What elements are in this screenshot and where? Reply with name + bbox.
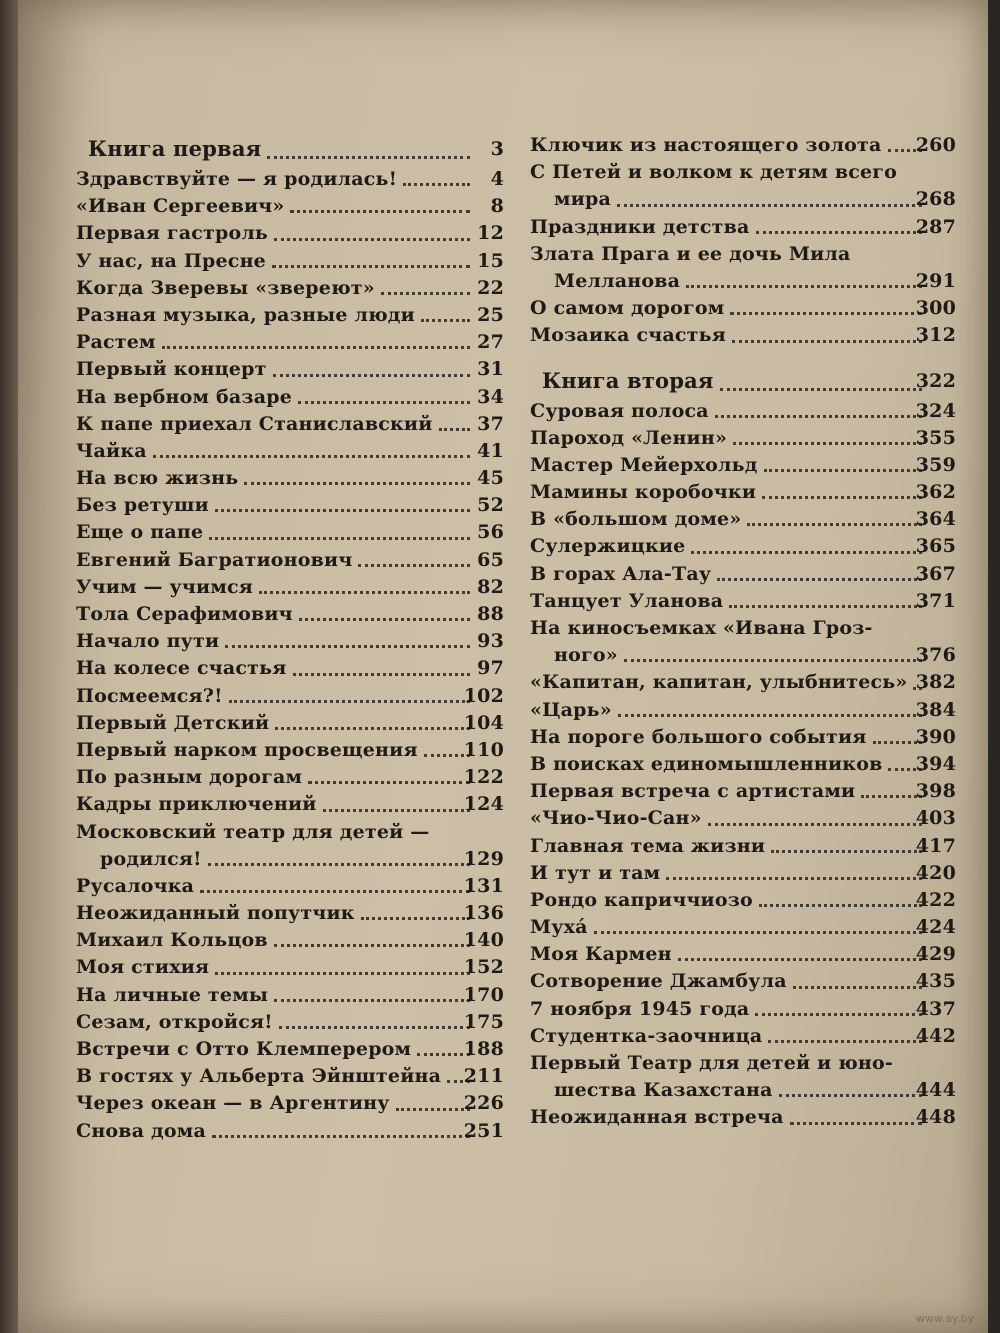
toc-entry-title: На всю жизнь xyxy=(76,467,239,490)
toc-entry-title: Когда Зверевы «звереют» xyxy=(76,276,375,299)
toc-entry xyxy=(76,384,504,411)
toc-entry-title: Русалочка xyxy=(76,874,195,897)
toc-entry-page-number: 25 xyxy=(477,303,504,326)
toc-entry-page-number: 251 xyxy=(463,1119,504,1142)
dot-leader xyxy=(768,1040,922,1043)
toc-entry-title: По разным дорогам xyxy=(76,766,303,789)
toc-entry xyxy=(76,465,504,492)
toc-entry xyxy=(530,996,956,1023)
toc-entry-title: С Петей и волком к детям всего xyxy=(530,161,898,184)
toc-entry-title: В «большом доме» xyxy=(530,508,742,531)
toc-entry-title: Первый Детский xyxy=(76,711,270,734)
toc-entry xyxy=(76,954,504,981)
toc-entry-title: Ключик из настоящего золота xyxy=(530,134,882,156)
toc-entry-page-number: 31 xyxy=(477,358,504,381)
toc-entry xyxy=(530,533,956,560)
toc-entry-page-number: 27 xyxy=(477,331,504,354)
toc-entry-title: Первый Театр для детей и юно- xyxy=(530,1052,893,1074)
dot-leader xyxy=(323,809,470,812)
toc-entry xyxy=(530,241,956,268)
toc-entry xyxy=(76,574,504,601)
toc-entry xyxy=(530,398,956,425)
toc-entry-page-number: 226 xyxy=(463,1092,504,1115)
toc-entry-title: шества Казахстана xyxy=(554,1079,773,1102)
dot-leader xyxy=(200,890,470,893)
toc-entry-page-number: 211 xyxy=(463,1065,504,1088)
dot-leader xyxy=(733,442,922,445)
toc-entry-page-number: 136 xyxy=(463,902,504,925)
toc-entry-title: Без ретуши xyxy=(76,494,209,517)
dot-leader xyxy=(290,210,470,213)
toc-entry-page-number: 88 xyxy=(477,603,504,625)
toc-entry-title: Михаил Кольцов xyxy=(76,929,268,952)
dot-leader xyxy=(293,673,470,676)
toc-entry xyxy=(530,214,956,241)
toc-entry-title: Студентка-заочница xyxy=(530,1024,763,1047)
toc-entry-title: Первая гастроль xyxy=(76,222,269,245)
dot-leader xyxy=(779,1094,922,1097)
toc-entry xyxy=(76,927,504,954)
toc-section-heading xyxy=(530,364,956,398)
toc-entry-title: «Иван Сергеевич» xyxy=(76,195,285,218)
toc-entry-page-number: 322 xyxy=(915,369,956,392)
toc-entry-title: Моя Кармен xyxy=(530,943,672,966)
toc-entry-page-number: 444 xyxy=(915,1079,956,1102)
toc-entry-title: Сотворение Джамбула xyxy=(530,970,787,993)
toc-entry-page-number: 152 xyxy=(463,956,504,979)
book-page xyxy=(18,0,988,1333)
toc-entry-page-number: 124 xyxy=(463,793,504,816)
toc-entry-page-number: 102 xyxy=(463,684,504,707)
toc-entry xyxy=(530,860,956,887)
dot-leader xyxy=(229,700,470,703)
dot-leader xyxy=(267,156,470,159)
toc-entry xyxy=(530,669,956,696)
toc-entry-title: Мастер Мейерхольд xyxy=(530,453,758,476)
toc-entry-title: Первый нарком просвещения xyxy=(76,738,418,761)
toc-entry-page-number: 104 xyxy=(463,711,504,734)
toc-entry-title: Еще о папе xyxy=(76,521,204,544)
toc-entry xyxy=(530,805,956,832)
toc-entry-page-number: 324 xyxy=(915,399,956,422)
toc-entry-page-number: 422 xyxy=(915,888,956,911)
toc-entry-title: Кадры приключений xyxy=(76,793,317,816)
dot-leader xyxy=(308,781,470,784)
dot-leader xyxy=(618,714,922,717)
dot-leader xyxy=(244,482,470,485)
toc-entry xyxy=(530,1104,956,1131)
toc-entry-title: Мелланова xyxy=(554,269,681,292)
toc-entry-title: К папе приехал Станиславский xyxy=(76,412,433,435)
toc-entry-page-number: 3 xyxy=(490,138,504,160)
toc-entry-page-number: 437 xyxy=(915,997,956,1020)
dot-leader xyxy=(755,1013,922,1016)
toc-entry xyxy=(530,1050,956,1077)
toc-entry xyxy=(530,588,956,615)
toc-entry xyxy=(76,737,504,764)
toc-entry-title: Муха́ xyxy=(530,916,588,939)
toc-entry xyxy=(530,425,956,452)
toc-entry-page-number: 260 xyxy=(915,134,956,156)
watermark: www.ay.by xyxy=(915,1312,974,1325)
toc-entry-title: «Капитан, капитан, улыбнитесь» xyxy=(530,671,908,694)
toc-entry-page-number: 93 xyxy=(477,630,504,653)
toc-entry-page-number: 355 xyxy=(915,426,956,449)
toc-entry-page-number: 394 xyxy=(915,752,956,775)
toc-entry-page-number: 8 xyxy=(490,195,504,218)
dot-leader xyxy=(279,1026,470,1029)
toc-entry xyxy=(76,438,504,465)
toc-entry xyxy=(76,492,504,519)
toc-entry-page-number: 384 xyxy=(915,698,956,721)
dot-leader xyxy=(273,374,470,377)
toc-entry-page-number: 175 xyxy=(463,1010,504,1033)
toc-entry-title: Неожиданная встреча xyxy=(530,1106,784,1129)
toc-entry xyxy=(76,601,504,628)
toc-entry xyxy=(530,132,956,159)
toc-entry-title: Танцует Уланова xyxy=(530,589,724,612)
toc-entry xyxy=(76,846,504,873)
toc-entry xyxy=(76,683,504,710)
toc-entry xyxy=(76,655,504,682)
dot-leader xyxy=(421,319,470,322)
toc-entry xyxy=(76,1090,504,1117)
dot-leader xyxy=(153,455,470,458)
toc-entry-title: Пароход «Ленин» xyxy=(530,426,728,449)
toc-section-heading xyxy=(76,132,504,166)
toc-entry xyxy=(76,1063,504,1090)
toc-entry-title: Рондо каприччиозо xyxy=(530,888,753,911)
toc-entry xyxy=(530,615,956,642)
dot-leader xyxy=(747,523,922,526)
toc-entry xyxy=(530,322,956,349)
toc-entry-title: На киносъемках «Ивана Гроз- xyxy=(530,617,873,639)
toc-entry xyxy=(530,968,956,995)
toc-entry-title: Мамины коробочки xyxy=(530,481,757,504)
toc-entry-title: Московский театр для детей — xyxy=(76,820,430,843)
toc-entry-page-number: 268 xyxy=(915,188,956,211)
dot-leader xyxy=(275,727,470,730)
toc-entry-page-number: 41 xyxy=(477,439,504,462)
toc-entry-title: Снова дома xyxy=(76,1119,206,1142)
toc-entry xyxy=(76,411,504,438)
toc-entry xyxy=(76,819,504,846)
toc-entry-page-number: 398 xyxy=(915,780,956,803)
toc-entry-title: На колесе счастья xyxy=(76,657,287,680)
toc-entry-title: Евгений Багратионович xyxy=(76,548,353,571)
toc-entry-title: Сезам, откройся! xyxy=(76,1010,273,1033)
toc-entry-title: Начало пути xyxy=(76,630,220,653)
toc-entry-title: Учим — учимся xyxy=(76,575,254,598)
toc-entry xyxy=(530,941,956,968)
toc-entry-page-number: 22 xyxy=(477,276,504,299)
toc-entry xyxy=(76,710,504,737)
toc-entry-title: «Царь» xyxy=(530,698,612,721)
toc-entry-title: Первая встреча с артистами xyxy=(530,780,856,803)
dot-leader xyxy=(212,1135,470,1138)
toc-entry-page-number: 65 xyxy=(477,548,504,571)
toc-entry-page-number: 37 xyxy=(477,412,504,435)
dot-leader xyxy=(790,1122,922,1125)
dot-leader xyxy=(274,238,470,241)
dot-leader xyxy=(730,312,922,315)
dot-leader xyxy=(764,469,922,472)
toc-entry xyxy=(530,268,956,295)
toc-entry-title: Злата Прага и ее дочь Мила xyxy=(530,242,851,265)
dot-leader xyxy=(691,551,922,554)
dot-leader xyxy=(617,204,922,207)
dot-leader xyxy=(793,986,922,989)
dot-leader xyxy=(624,659,922,662)
dot-leader xyxy=(162,346,470,349)
toc-entry xyxy=(76,275,504,302)
toc-entry xyxy=(76,628,504,655)
toc-entry xyxy=(76,519,504,546)
toc-entry-page-number: 390 xyxy=(915,725,956,748)
dot-leader xyxy=(361,917,470,920)
toc-entry-title: Первый концерт xyxy=(76,358,267,381)
toc-entry-title: На личные темы xyxy=(76,983,269,1006)
toc-entry-title: Праздники детства xyxy=(530,215,750,238)
toc-entry xyxy=(530,1023,956,1050)
toc-entry xyxy=(76,302,504,329)
toc-entry-title: Книга первая xyxy=(88,136,262,161)
toc-entry-page-number: 56 xyxy=(477,521,504,544)
toc-entry-page-number: 52 xyxy=(477,494,504,517)
toc-entry xyxy=(76,166,504,193)
toc-entry-page-number: 110 xyxy=(463,738,504,761)
toc-entry xyxy=(530,1077,956,1104)
dot-leader xyxy=(274,999,470,1002)
book-spine-edge xyxy=(0,0,18,1333)
toc-entry xyxy=(530,833,956,860)
toc-entry xyxy=(76,764,504,791)
dot-leader xyxy=(708,823,922,826)
toc-entry-title: мира xyxy=(554,188,611,211)
toc-entry-page-number: 312 xyxy=(915,324,956,347)
toc-entry-page-number: 424 xyxy=(915,916,956,939)
toc-entry-page-number: 34 xyxy=(477,385,504,408)
toc-entry-title: Здравствуйте — я родилась! xyxy=(76,168,398,190)
toc-entry-title: В поисках единомышленников xyxy=(530,752,883,775)
toc-entry-title: Главная тема жизни xyxy=(530,834,766,857)
toc-entry-page-number: 82 xyxy=(477,575,504,598)
toc-entry-title: О самом дорогом xyxy=(530,297,725,320)
toc-entry xyxy=(530,506,956,533)
toc-entry-page-number: 362 xyxy=(915,481,956,504)
toc-entry xyxy=(530,295,956,322)
toc-entry-title: И тут и там xyxy=(530,861,661,884)
toc-entry xyxy=(76,1118,504,1145)
dot-leader xyxy=(729,605,922,608)
toc-entry xyxy=(76,1036,504,1063)
toc-entry xyxy=(76,1009,504,1036)
toc-entry-title: Суровая полоса xyxy=(530,399,709,422)
toc-entry-title: На пороге большого события xyxy=(530,725,867,748)
toc-entry xyxy=(530,186,956,213)
toc-entry xyxy=(530,724,956,751)
dot-leader xyxy=(225,645,470,648)
dot-leader xyxy=(678,958,922,961)
toc-entry xyxy=(76,791,504,818)
toc-entry-page-number: 367 xyxy=(915,562,956,585)
dot-leader xyxy=(666,877,922,880)
toc-entry xyxy=(530,778,956,805)
toc-entry xyxy=(530,697,956,724)
toc-entry-page-number: 12 xyxy=(477,222,504,245)
dot-leader xyxy=(762,496,922,499)
dot-leader xyxy=(756,231,922,234)
toc-entry xyxy=(530,887,956,914)
toc-entry-title: Неожиданный попутчик xyxy=(76,902,355,925)
toc-entry-page-number: 382 xyxy=(915,671,956,694)
toc-entry xyxy=(530,452,956,479)
dot-leader xyxy=(259,591,470,594)
toc-entry-page-number: 4 xyxy=(490,168,504,190)
toc-entry-title: Мозаика счастья xyxy=(530,324,726,347)
dot-leader xyxy=(208,863,470,866)
dot-leader xyxy=(720,388,922,391)
toc-entry-page-number: 300 xyxy=(915,297,956,320)
dot-leader xyxy=(686,285,922,288)
dot-leader xyxy=(272,265,470,268)
toc-entry-title: Разная музыка, разные люди xyxy=(76,303,415,326)
toc-entry-page-number: 287 xyxy=(915,215,956,238)
dot-leader xyxy=(298,401,470,404)
toc-entry-title: Сулержицкие xyxy=(530,535,686,558)
toc-entry-page-number: 170 xyxy=(463,983,504,1006)
toc-entry-title: Растем xyxy=(76,331,156,354)
dot-leader xyxy=(209,537,470,540)
toc-entry-title: Чайка xyxy=(76,439,147,462)
dot-leader xyxy=(403,183,470,186)
toc-entry-page-number: 15 xyxy=(477,249,504,272)
dot-leader xyxy=(299,618,470,621)
toc-entry-page-number: 365 xyxy=(915,535,956,558)
toc-entry-page-number: 97 xyxy=(477,657,504,680)
toc-entry-page-number: 359 xyxy=(915,453,956,476)
toc-gap xyxy=(530,350,956,364)
toc-entry-title: Через океан — в Аргентину xyxy=(76,1092,390,1115)
toc-entry xyxy=(530,159,956,186)
toc-entry xyxy=(76,329,504,356)
toc-entry xyxy=(530,479,956,506)
toc-entry xyxy=(76,873,504,900)
toc-entry-title: Встречи с Отто Клемперером xyxy=(76,1038,412,1060)
toc-entry-title: У нас, на Пресне xyxy=(76,249,266,272)
toc-entry xyxy=(76,220,504,247)
toc-entry xyxy=(530,561,956,588)
toc-entry xyxy=(76,356,504,383)
toc-entry-page-number: 417 xyxy=(915,834,956,857)
toc-entry-page-number: 429 xyxy=(915,943,956,966)
toc-entry xyxy=(76,193,504,220)
toc-entry-page-number: 140 xyxy=(463,929,504,952)
toc-entry-page-number: 291 xyxy=(915,269,956,292)
toc-entry xyxy=(530,751,956,778)
toc-column-left xyxy=(76,132,504,1145)
toc-entry-title: В гостях у Альберта Эйнштейна xyxy=(76,1065,442,1088)
toc-entry-page-number: 188 xyxy=(463,1038,504,1060)
toc-entry-page-number: 376 xyxy=(915,644,956,667)
toc-entry xyxy=(76,900,504,927)
toc-entry xyxy=(76,248,504,275)
toc-entry xyxy=(530,642,956,669)
toc-entry-page-number: 131 xyxy=(463,874,504,897)
toc-entry-page-number: 442 xyxy=(915,1024,956,1047)
toc-entry xyxy=(530,914,956,941)
toc-entry-title: родился! xyxy=(100,847,202,870)
toc-entry-title: «Чио-Чио-Сан» xyxy=(530,807,702,830)
toc-entry-page-number: 371 xyxy=(915,589,956,612)
toc-entry xyxy=(76,982,504,1009)
toc-entry-title: Моя стихия xyxy=(76,956,210,979)
toc-entry-page-number: 364 xyxy=(915,508,956,531)
toc-entry xyxy=(76,547,504,574)
toc-entry-title: В горах Ала-Тау xyxy=(530,562,712,585)
toc-entry-title: Тола Серафимович xyxy=(76,603,293,625)
dot-leader xyxy=(717,578,922,581)
toc-entry-title: Книга вторая xyxy=(542,367,714,393)
toc-entry-title: Посмеемся?! xyxy=(76,684,223,707)
dot-leader xyxy=(381,292,470,295)
toc-entry-title: На вербном базаре xyxy=(76,385,293,408)
dot-leader xyxy=(439,428,470,431)
toc-entry-page-number: 129 xyxy=(463,847,504,870)
dot-leader xyxy=(771,850,922,853)
toc-entry-page-number: 403 xyxy=(915,807,956,830)
toc-entry-title: 7 ноября 1945 года xyxy=(530,997,750,1020)
dot-leader xyxy=(358,564,470,567)
toc-entry-title: ного» xyxy=(554,644,618,667)
toc-entry-page-number: 122 xyxy=(463,766,504,789)
dot-leader xyxy=(215,972,470,975)
toc-column-right xyxy=(530,132,956,1132)
dot-leader xyxy=(594,931,922,934)
toc-entry-page-number: 448 xyxy=(915,1106,956,1129)
dot-leader xyxy=(274,944,470,947)
toc-entry-page-number: 45 xyxy=(477,467,504,490)
toc-entry-page-number: 420 xyxy=(915,861,956,884)
toc-entry-page-number: 435 xyxy=(915,970,956,993)
dot-leader xyxy=(715,415,922,418)
dot-leader xyxy=(759,904,922,907)
dot-leader xyxy=(215,509,470,512)
dot-leader xyxy=(732,340,922,343)
